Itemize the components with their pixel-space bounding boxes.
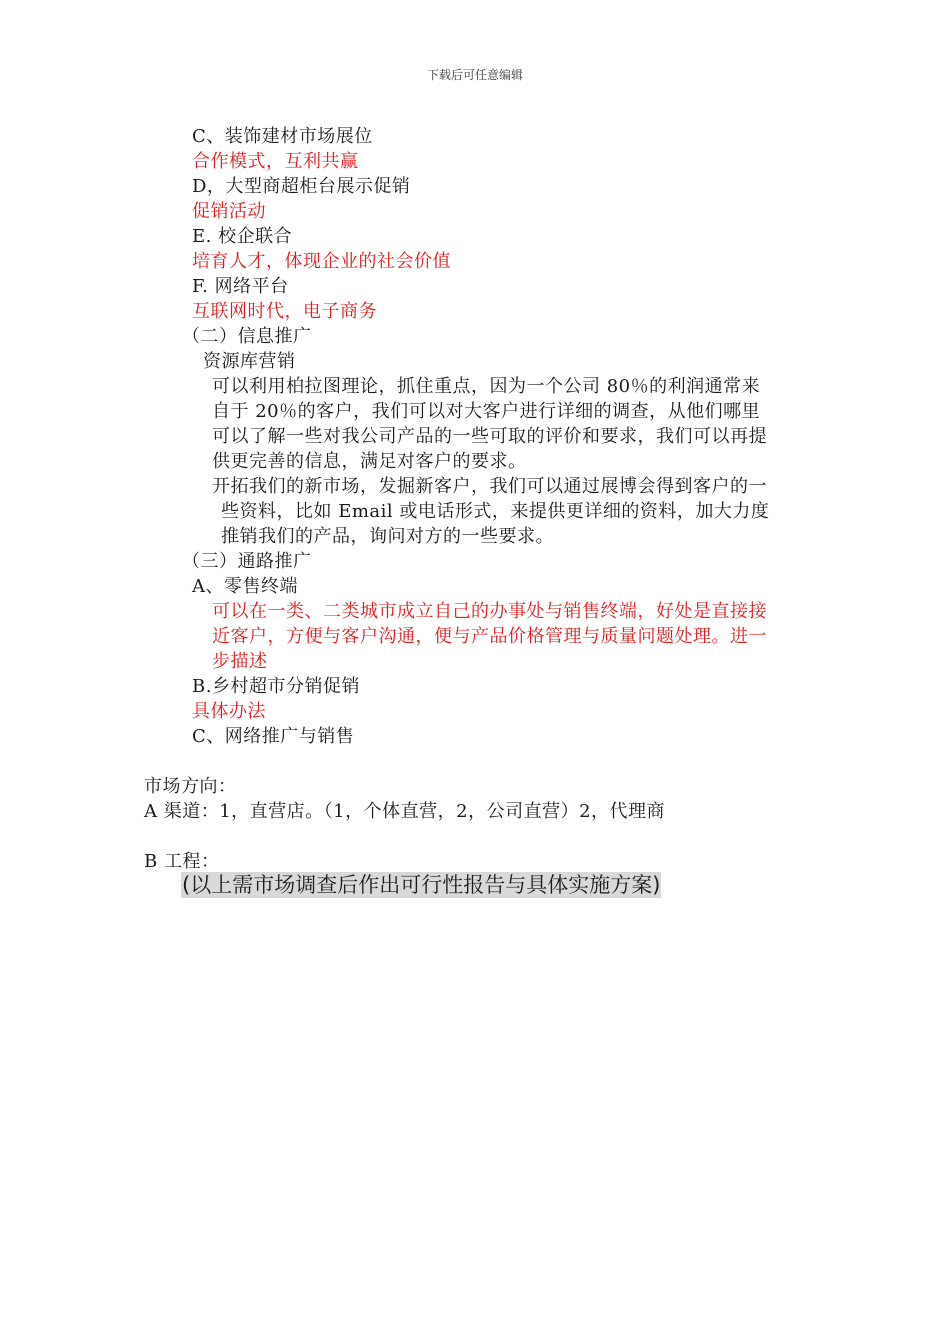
note-retail-line: 近客户，方便与客户沟通，便与产品价格管理与质量问题处理。进一: [212, 626, 767, 647]
note-promotion: 促销活动: [192, 201, 266, 222]
note-method: 具体办法: [192, 701, 266, 722]
item-b-rural: B.乡村超市分销促销: [192, 676, 360, 697]
item-d-supermarket: D，大型商超柜台展示促销: [192, 176, 411, 197]
page-header: 下载后可任意编辑: [426, 68, 523, 82]
market-direction-heading: 市场方向：: [144, 776, 237, 797]
paragraph-line: 开拓我们的新市场，发掘新客户，我们可以通过展博会得到客户的一: [212, 476, 767, 497]
paragraph-line: 供更完善的信息，满足对客户的要求。: [212, 451, 527, 472]
section-2-heading: （二）信息推广: [182, 326, 312, 347]
subsection-resource-marketing: 资源库营销: [203, 351, 296, 372]
paragraph-line: 些资料，比如 Email 或电话形式，来提供更详细的资料，加大力度: [221, 501, 770, 522]
paragraph-line: 可以利用柏拉图理论，抓住重点，因为一个公司 80％的利润通常来: [212, 376, 761, 397]
item-a-retail: A、零售终端: [192, 576, 298, 597]
channel-line: A 渠道：1，直营店。（1，个体直营，2，公司直营）2，代理商: [144, 801, 666, 822]
note-talent: 培育人才，体现企业的社会价值: [192, 251, 451, 272]
note-ecommerce: 互联网时代，电子商务: [192, 301, 377, 322]
note-retail-line: 可以在一类、二类城市成立自己的办事处与销售终端，好处是直接接: [212, 601, 767, 622]
highlighted-note: (以上需市场调查后作出可行性报告与具体实施方案): [182, 873, 661, 897]
section-3-heading: （三）通路推广: [182, 551, 312, 572]
paragraph-line: 自于 20％的客户，我们可以对大客户进行详细的调查，从他们哪里: [212, 401, 761, 422]
item-c-building-materials: C、装饰建材市场展位: [192, 126, 373, 147]
item-f-network: F. 网络平台: [192, 276, 289, 297]
item-c-online: C、网络推广与销售: [192, 726, 355, 747]
engineering-line: B 工程：: [144, 851, 220, 872]
paragraph-line: 推销我们的产品，询问对方的一些要求。: [221, 526, 554, 547]
note-retail-line: 步描述: [212, 651, 268, 672]
item-e-school: E. 校企联合: [192, 226, 293, 247]
paragraph-line: 可以了解一些对我公司产品的一些可取的评价和要求，我们可以再提: [212, 426, 767, 447]
note-cooperation: 合作模式，互利共赢: [192, 151, 359, 172]
